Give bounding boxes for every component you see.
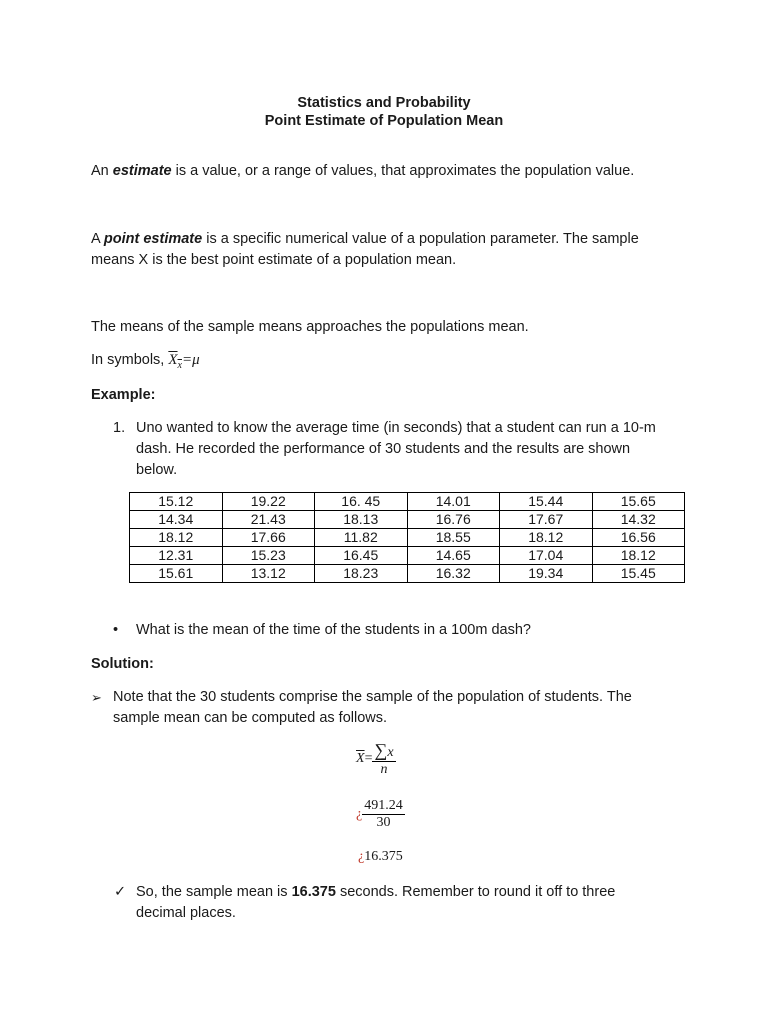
computation-fraction: $\frac{491.24}{30}$ [364,798,403,830]
point-estimate-definition: A point estimate is a specific numerical value of a population parameter. The sample means X is the best point estimate of a population mean. [91,231,639,268]
table-cell: 15.23 [222,547,315,565]
table-cell: 19.34 [500,565,593,583]
table-row [130,547,685,565]
problem-number: 1. [113,420,126,436]
table-cell: 17.67 [500,511,593,529]
example-heading: Example: [91,387,156,403]
means-statement: The means of the sample means approaches the populations mean. [91,319,529,335]
table-cell: 12.31 [130,547,223,565]
sample-mean-value: 16.375 [291,884,336,900]
table-cell: 15.61 [130,565,223,583]
note-text: Note that the 30 students comprise the sample of the population of students. The sample mean can be computed as follows. [113,689,632,726]
table-row [130,493,685,511]
table-cell: 19.22 [222,493,315,511]
table-cell: 21.43 [222,511,315,529]
table-cell: 16. 45 [315,493,408,511]
table-cell: 14.34 [130,511,223,529]
result-value: 16.375 [364,849,403,864]
table-row [130,511,685,529]
table-cell: 13.12 [222,565,315,583]
doc-title: Statistics and Probability [297,95,471,111]
problem-text: Uno wanted to know the average time (in seconds) that a student can run a 10-m dash. He recorded the performance of 30 students and the results are shown below. [136,420,656,478]
mean-formula: $\overline{X}=$ $\frac{\sum x}{n}$ [356,740,394,777]
table-cell: 15.65 [592,493,685,511]
table-cell: 15.45 [592,565,685,583]
table-cell: 15.44 [500,493,593,511]
symbol-x-bar: $\overline{X}$ [168,352,178,368]
table-cell: 17.04 [500,547,593,565]
table-cell: 18.23 [315,565,408,583]
table-cell: 17.66 [222,529,315,547]
table-cell: 11.82 [315,529,408,547]
table-cell: 18.12 [500,529,593,547]
formula-x-bar: $\overline{X}$ [356,751,365,766]
estimate-term: estimate [112,163,172,179]
solution-heading: Solution: [91,656,154,672]
conclusion-text: So, the sample mean is 16.375 seconds. Remember to round it off to three decimal places. [136,884,616,921]
estimate-definition: An estimate is a value, or a range of values, that approximates the population value. [91,163,635,179]
formula-fraction: $\frac{\sum x}{n}$ [374,740,394,777]
table-cell: 16.56 [592,529,685,547]
symbol-subscript: x [177,359,182,371]
doc-subtitle: Point Estimate of Population Mean [264,113,504,129]
sigma-icon: ∑ [374,740,388,760]
table-cell: 18.13 [315,511,408,529]
table-row [130,565,685,583]
symbols-line: In symbols, $\overline{X}_{\overline{x}}=\mu$ [91,352,200,371]
table-cell: 16.45 [315,547,408,565]
table-cell: 18.12 [130,529,223,547]
table-cell: 14.01 [407,493,500,511]
computation-step [356,798,405,831]
table-cell: 18.12 [592,547,685,565]
result-step [358,849,403,865]
symbol-mu: =μ [181,352,200,368]
times-table [129,492,685,583]
placeholder-glyph: ¿ [358,849,365,864]
bullet-icon: • [113,622,119,638]
placeholder-glyph: ¿ [356,806,363,822]
table-cell: 14.32 [592,511,685,529]
question-text: What is the mean of the time of the students in a 100m dash? [136,622,531,638]
table-cell: 14.65 [407,547,500,565]
table-cell: 18.55 [407,529,500,547]
arrow-icon: ➢ [91,690,102,705]
table-cell: 16.32 [407,565,500,583]
table-cell: 15.12 [130,493,223,511]
table-row [130,529,685,547]
table-cell: 16.76 [407,511,500,529]
check-icon: ✓ [114,884,127,900]
point-estimate-term: point estimate [103,231,203,247]
